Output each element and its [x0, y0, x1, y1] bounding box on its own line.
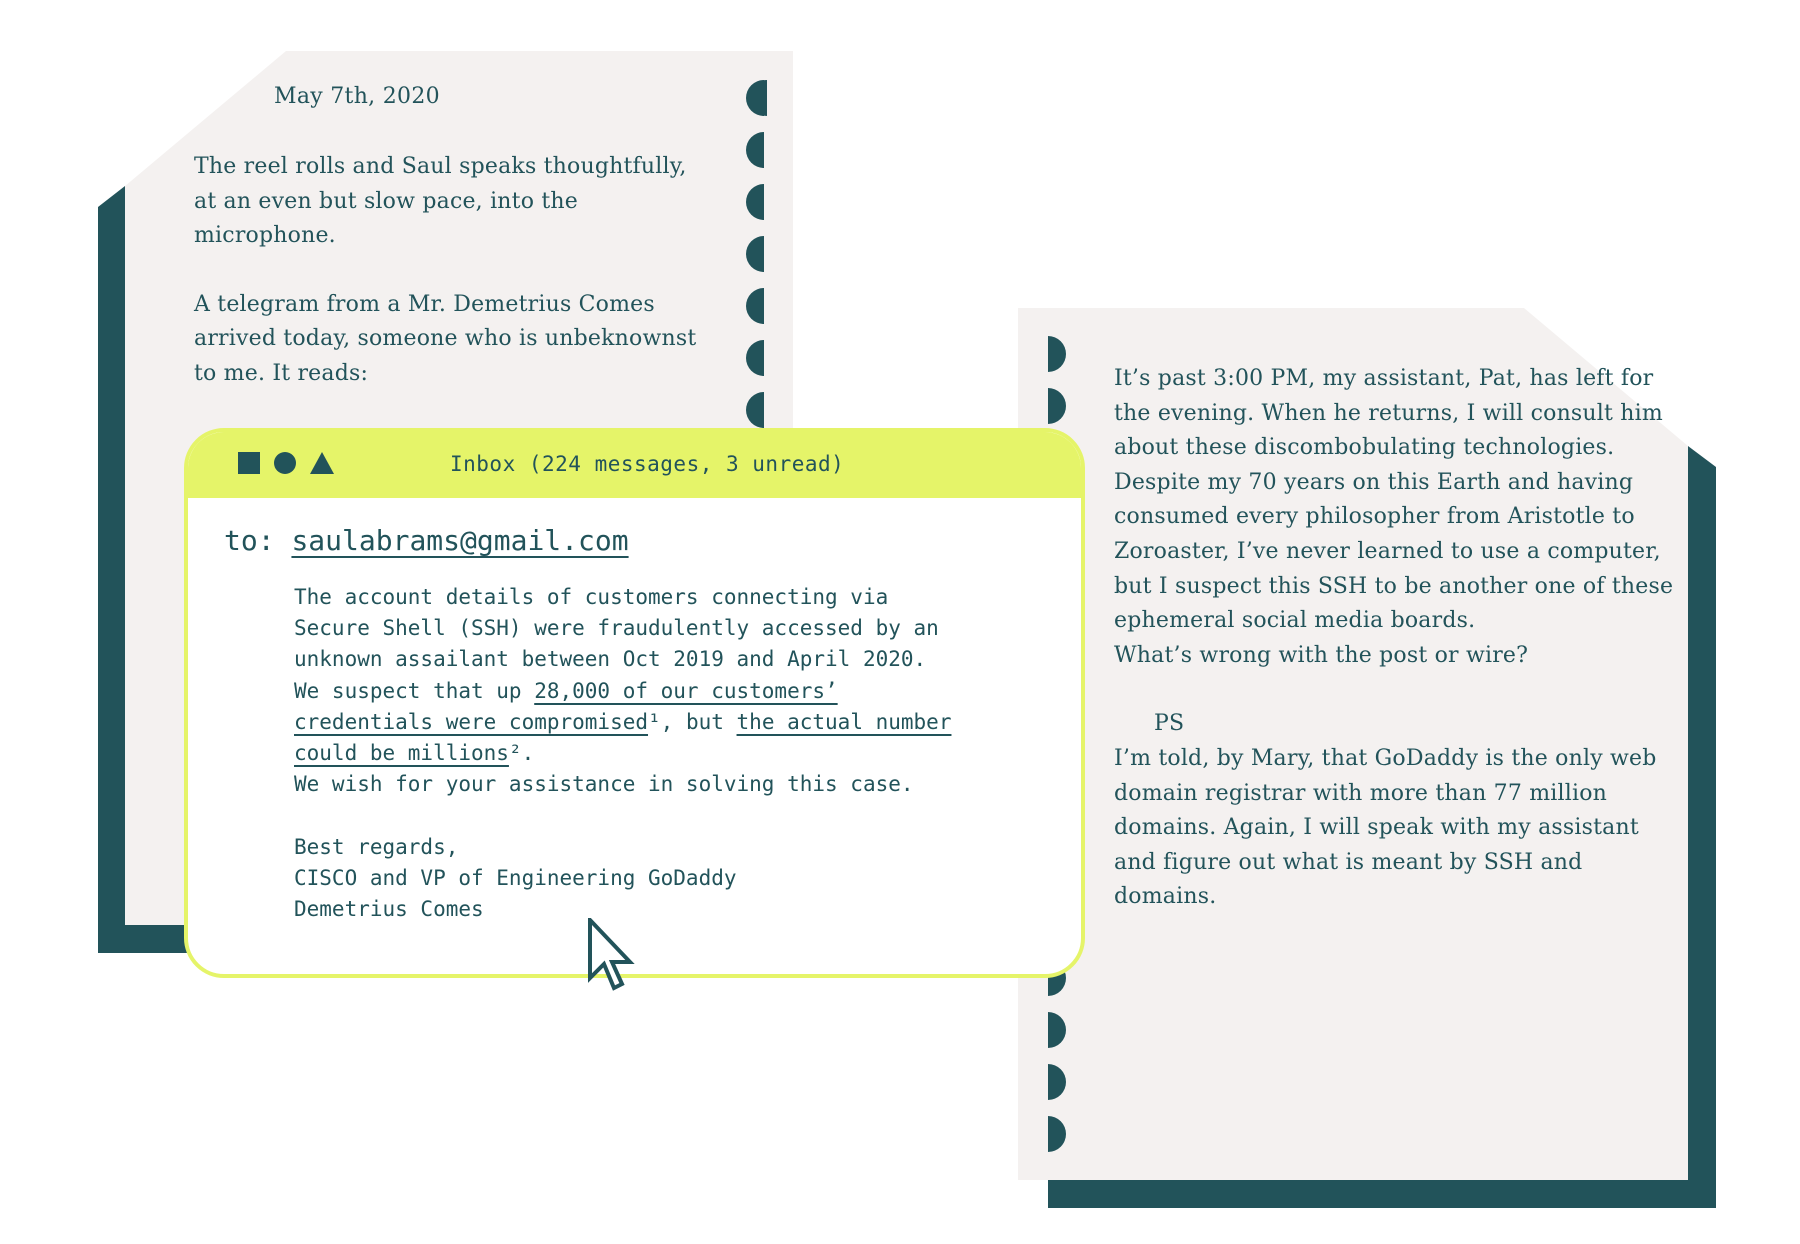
- footnote-1: ¹: [648, 709, 661, 734]
- right-note-paragraph: What’s wrong with the post or wire?: [1114, 642, 1529, 668]
- message-body: [294, 582, 1034, 925]
- right-note-paragraph: It’s past 3:00 PM, my assistant, Pat, has left for the evening. When he returns, I will consult him about these discombobulating technologies. Despite my 70 years on this Earth and having consumed every philosopher from Aristotle to Zoroaster, I’ve never learned to use a computer, but I suspect this SSH to be another one of these ephemeral social media boards.: [1114, 366, 1674, 634]
- citation-link-2-cont[interactable]: could be millions: [294, 741, 509, 766]
- ps-label: PS: [1154, 711, 1185, 737]
- right-note-body: [1114, 362, 1674, 915]
- signature-line: Demetrius Comes: [294, 897, 484, 922]
- signature-line: CISCO and VP of Engineering GoDaddy: [294, 865, 737, 890]
- left-note-paragraph: The reel rolls and Saul speaks thoughtfully, at an even but slow pace, into the microphone.: [194, 154, 687, 248]
- ps-text: I’m told, by Mary, that GoDaddy is the only web domain registrar with more than 77 million domains. Again, I will speak with my assistant and figure out what is meant by SSH and domains.: [1114, 745, 1657, 910]
- inbox-window: [184, 428, 1085, 978]
- message-text: , but: [660, 709, 737, 734]
- cursor-arrow-icon: [588, 918, 636, 1004]
- message-line: unknown assailant between Oct 2019 and April 2020.: [294, 647, 927, 672]
- circle-icon[interactable]: [274, 452, 296, 474]
- inbox-title: Inbox (224 messages, 3 unread): [450, 452, 845, 476]
- message-line: We wish for your assistance in solving this case.: [294, 772, 914, 797]
- square-icon[interactable]: [238, 452, 260, 474]
- inbox-title-bar: [188, 432, 1081, 498]
- triangle-icon[interactable]: [310, 452, 334, 474]
- message-line: The account details of customers connecting via: [294, 585, 889, 609]
- note-date: May 7th, 2020: [274, 84, 440, 109]
- citation-link-2[interactable]: the actual number: [736, 709, 952, 734]
- left-note-paragraph: A telegram from a Mr. Demetrius Comes arrived today, someone who is unbeknownst to me. It reads:: [194, 291, 697, 386]
- message-text: .: [521, 741, 535, 766]
- footnote-2: ²: [508, 741, 522, 766]
- message-line: We suspect that up: [294, 678, 535, 703]
- to-label: to:: [224, 524, 275, 557]
- citation-link-1[interactable]: 28,000 of our customers’: [534, 678, 838, 703]
- recipient-row: [224, 524, 629, 557]
- left-note-body: [194, 150, 714, 425]
- signature-line: Best regards,: [294, 834, 459, 859]
- citation-link-1-cont[interactable]: credentials were compromised: [294, 709, 649, 734]
- message-line: Secure Shell (SSH) were fraudulently accessed by an: [294, 616, 939, 641]
- recipient-email-link[interactable]: saulabrams@gmail.com: [291, 524, 629, 557]
